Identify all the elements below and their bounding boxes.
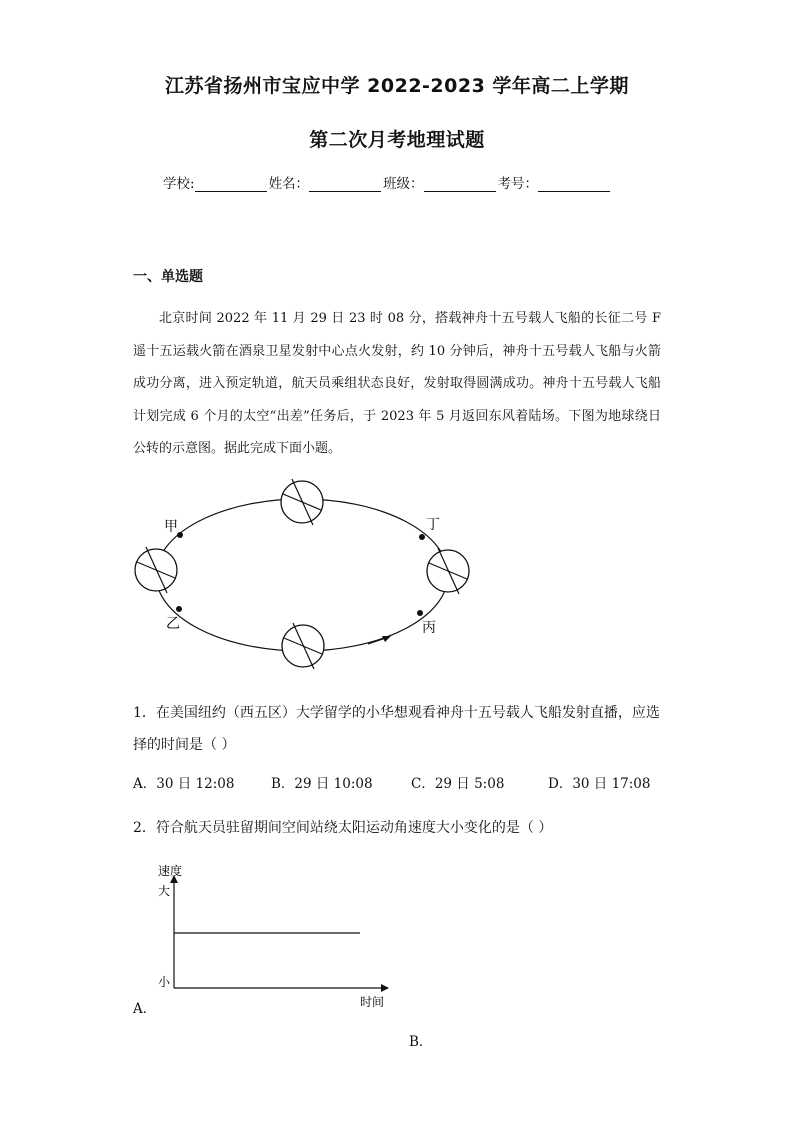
x-axis-label: 时间 bbox=[360, 995, 385, 1009]
name-label: 姓名： bbox=[268, 176, 310, 192]
option-a[interactable]: A．30 日 12:08 bbox=[133, 776, 235, 792]
label-bing: 丙 bbox=[422, 620, 436, 636]
answer-b-label[interactable]: B． bbox=[409, 1034, 433, 1050]
earth-left bbox=[135, 547, 177, 593]
question-1-options bbox=[133, 772, 693, 792]
name-blank[interactable] bbox=[309, 178, 381, 192]
section-title: 一、单选题 bbox=[133, 269, 203, 285]
y-tick-high: 大 bbox=[158, 884, 171, 898]
school-blank[interactable] bbox=[195, 178, 267, 192]
reading-passage: 北京时间 2022 年 11 月 29 日 23 时 08 分，搭载神舟十五号载人飞船的长征二号 F 遥十五运载火箭在酒泉卫星发射中心点火发射，约 10 分钟后，神舟十五号载人飞船与火箭成功分离，进入预定轨道，航天员乘组状态良好，发射取得圆满成功。神舟十五号载人飞船计划完成 6 个月的太空“出差”任务后，于 2023 年 5 月返回东风着陆场。下图为地球绕日公转的示意图。据此完成下面小题。 bbox=[133, 311, 661, 456]
direction-arrow bbox=[368, 636, 391, 644]
point-bing bbox=[417, 610, 423, 616]
option-b[interactable]: B．29 日 10:08 bbox=[271, 776, 373, 792]
class-blank[interactable] bbox=[424, 178, 496, 192]
y-axis-label: 速度 bbox=[158, 864, 183, 878]
y-tick-low: 小 bbox=[158, 975, 171, 989]
question-2: 2．符合航天员驻留期间空间站绕太阳运动角速度大小变化的是（ ） bbox=[133, 820, 553, 836]
earth-right bbox=[427, 548, 469, 594]
option-c[interactable]: C．29 日 5:08 bbox=[411, 776, 505, 792]
school-label: 学校: bbox=[163, 176, 195, 192]
point-ding bbox=[419, 534, 425, 540]
earth-top bbox=[281, 479, 323, 525]
option-d[interactable]: D．30 日 17:08 bbox=[548, 776, 651, 792]
exam-number-blank[interactable] bbox=[538, 178, 610, 192]
title-line-1: 江苏省扬州市宝应中学 2022-2023 学年高二上学期 bbox=[165, 75, 629, 97]
student-info-row bbox=[163, 172, 612, 192]
title-line-2: 第二次月考地理试题 bbox=[309, 129, 485, 151]
label-ding: 丁 bbox=[426, 517, 440, 533]
question-1: 1．在美国纽约（西五区）大学留学的小华想观看神舟十五号载人飞船发射直播，应选择的时间是（ ） bbox=[133, 705, 660, 753]
earth-orbit-diagram bbox=[126, 474, 478, 670]
earth-bottom bbox=[282, 623, 324, 669]
label-yi: 乙 bbox=[166, 616, 180, 632]
exam-number-label: 考号： bbox=[497, 176, 539, 192]
point-yi bbox=[176, 606, 182, 612]
answer-a-label[interactable]: A． bbox=[133, 1001, 157, 1017]
label-jia: 甲 bbox=[164, 519, 178, 535]
class-label: 班级： bbox=[383, 176, 424, 192]
speed-time-chart-a bbox=[150, 858, 395, 1012]
